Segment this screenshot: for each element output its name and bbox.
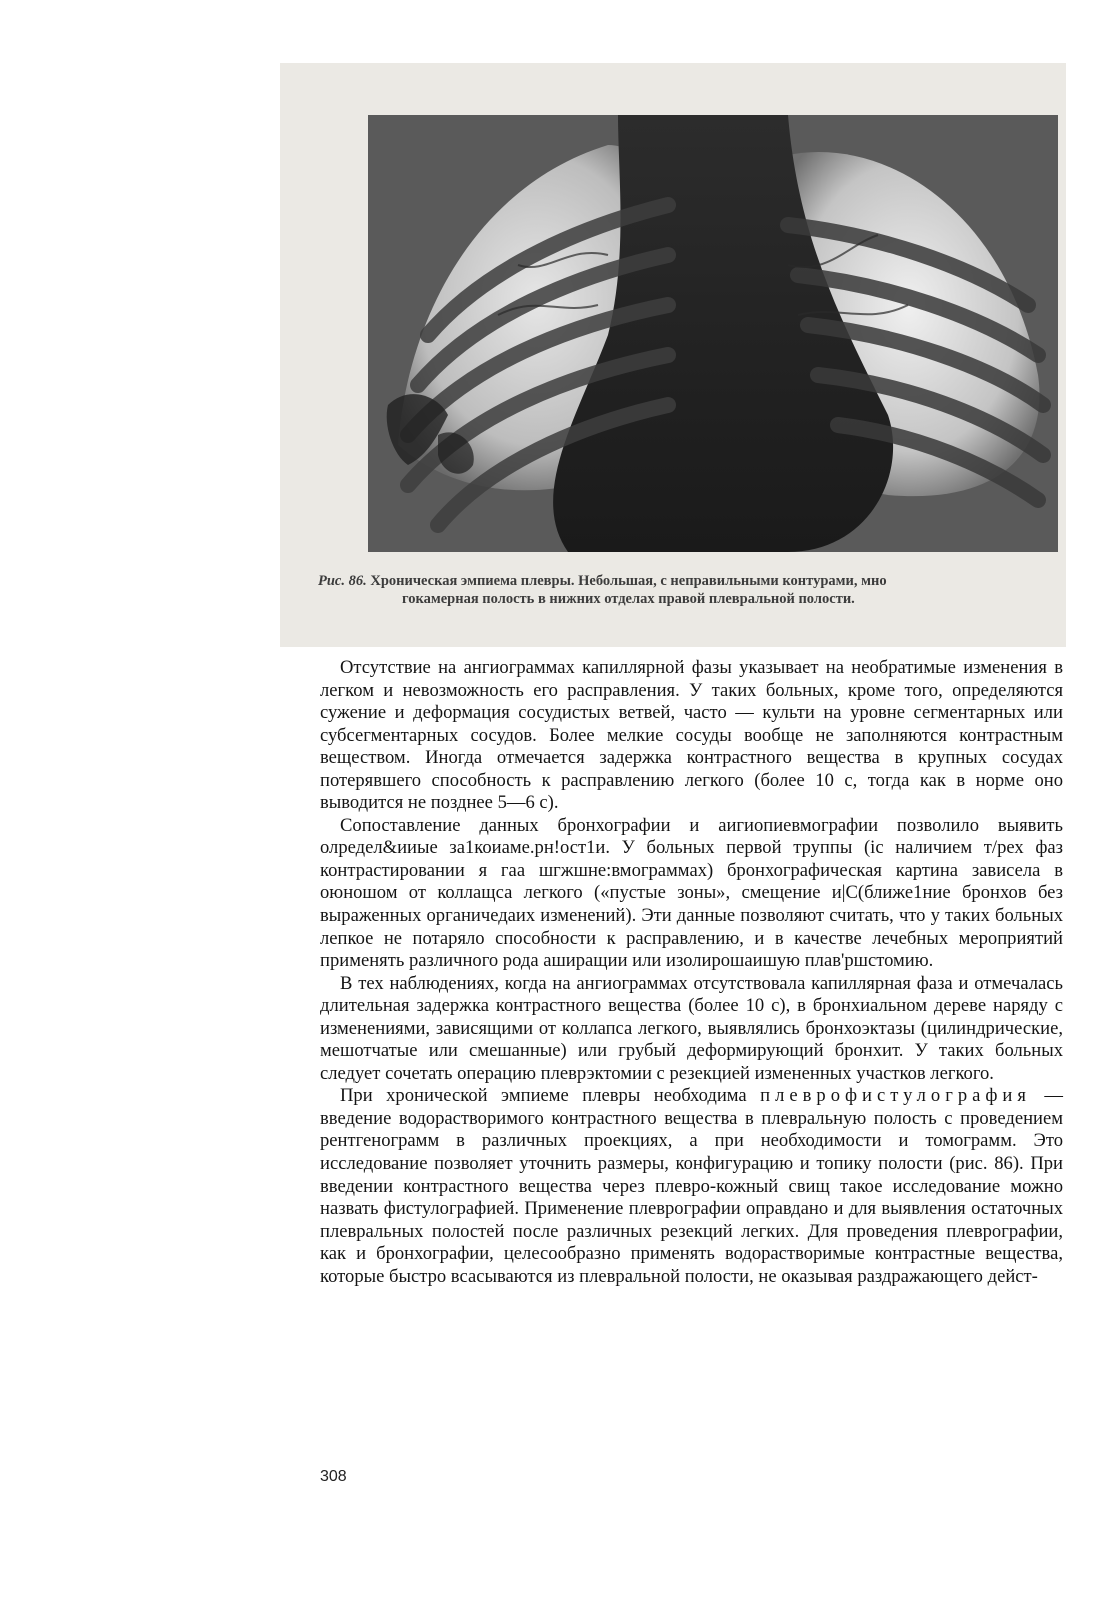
figure-label: Рис. 86. (318, 573, 367, 589)
figure-caption (318, 572, 1060, 608)
emphasized-term: плеврофистулография (760, 1085, 1031, 1107)
paragraph: Сопоставление данных бронхографии и аигиопиевмографии позволило выявить олредел&ииые за1коиаме.рн!ост1и. У больных первой труппы (ic наличием т/рех фаз контрастировании я гаа шгжшне:вмограммах) бронхографическая картина зависела в оюношом от коллащса легкого («пустые зоны», смещение и|С(ближе1ние бронхов без выраженных органичедаих изменений). Эти данные позволяют считать, что у таких больных лепкое не потаряло способности к расправлению, и в качестве лечебных мероприятий применять различного рода аширащии или изолирошаишую плав'ршстомию. (320, 814, 1063, 972)
paragraph (320, 1085, 1063, 1288)
page-number: 308 (320, 1468, 347, 1485)
figure (280, 63, 1066, 647)
paragraph-text-before: При хронической эмпиеме плевры необходима (340, 1085, 761, 1107)
figure-caption-line-1: Хроническая эмпиема плевры. Небольшая, с неправильными контурами, мно (370, 573, 887, 589)
chest-xray-image (368, 115, 1058, 552)
figure-caption-line-2: гокамерная полость в нижних отделах правой плевральной полости. (402, 591, 855, 607)
paragraph-text-after: — введение водорастворимого контрастного вещества в плевральную полость с проведением рентгенограмм в различных проекциях, а при необходимости и томограмм. Это исследование позволяет уточнить размеры, конфигурацию и топику полости (рис. 86). При введении контрастного вещества через плевро-кожный свищ такое исследование можно назвать фистулографией. Применение плеврографии оправдано и для выявления остаточных плевральных полостей после различных резекций легких. Для проведения плеврографии, как и бронхографии, целесообразно применять водорастворимые контрастные вещества, которые быстро всасываются из плевральной полости, не оказывая раздражающего дейст- (320, 1085, 1063, 1287)
body-text (320, 657, 1063, 1288)
paragraph: В тех наблюдениях, когда на ангиограммах отсутствовала капиллярная фаза и отмечалась длительная задержка контрастного вещества (более 10 с), в бронхиальном дереве наряду с изменениями, зависящими от коллапса легкого, выявлялись бронхоэктазы (цилиндрические, мешотчатые или смешанные) или грубый деформирующий бронхит. У таких больных следует сочетать операцию плеврэктомии с резекцией измененных участков легкого. (320, 972, 1063, 1084)
paragraph: Отсутствие на ангиограммах капиллярной фазы указывает на необратимые изменения в легком и невозможность его расправления. У таких больных, кроме того, определяются сужение и деформация сосудистых ветвей, часто — культи на уровне сегментарных или субсегментарных сосудов. Более мелкие сосуды вообще не заполняются контрастным веществом. Иногда отмечается задержка контрастного вещества в крупных сосудах потерявшего способность к расправлению легкого (более 10 с, тогда как в норме оно выводится не позднее 5—6 с). (320, 657, 1063, 814)
